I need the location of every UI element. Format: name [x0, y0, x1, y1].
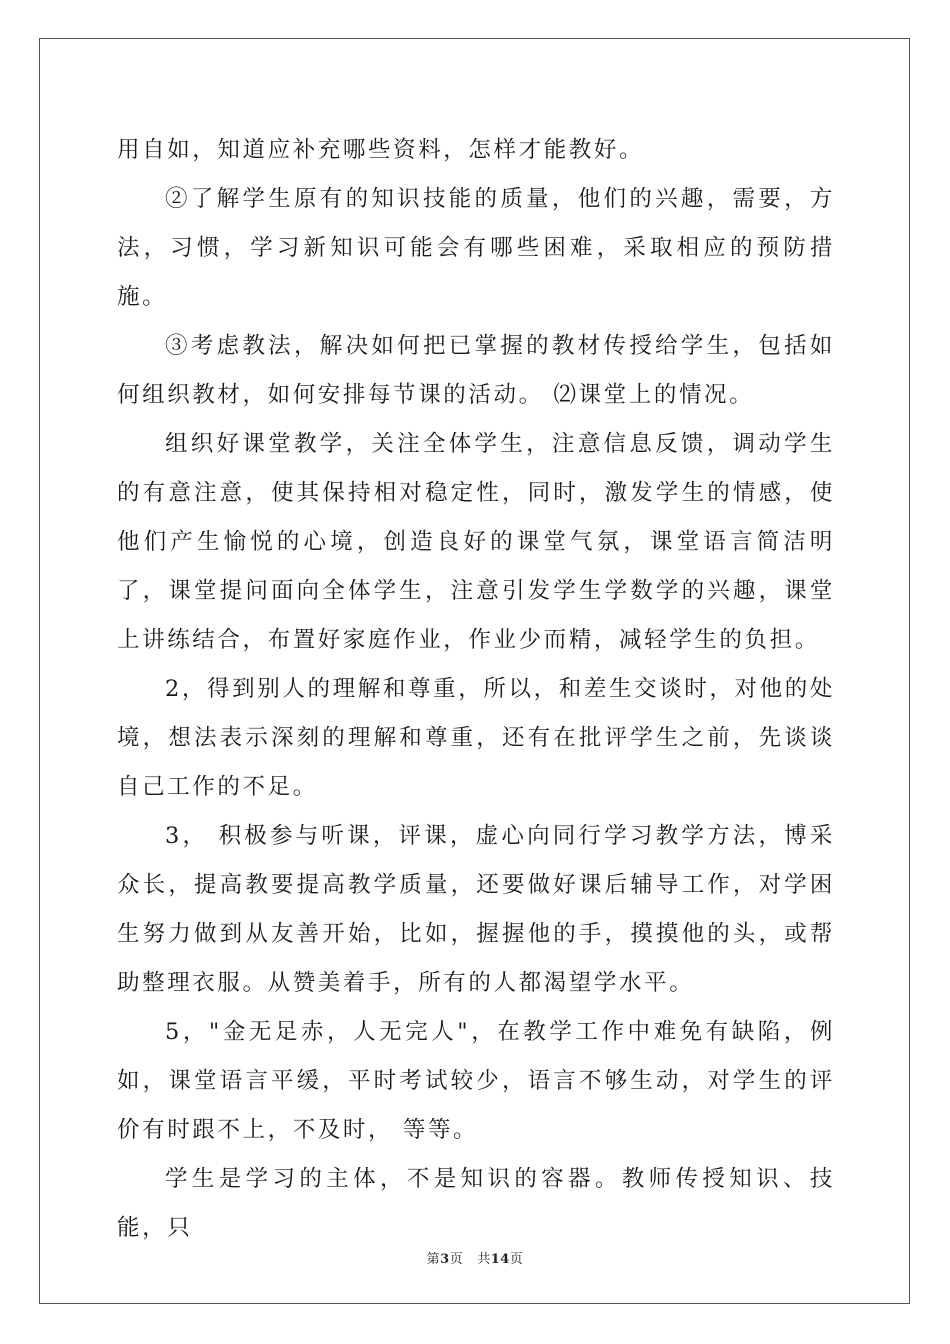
footer-page-total: 14 [490, 1252, 510, 1267]
page-footer [0, 1248, 950, 1267]
document-body [117, 126, 835, 1253]
footer-total-suffix: 页 [509, 1252, 524, 1267]
paragraph-3: ③考虑教法，解决如何把已掌握的教材传授给学生，包括如何组织教材，如何安排每节课的活动。 ⑵课堂上的情况。 [117, 333, 835, 408]
paragraph-2: ②了解学生原有的知识技能的质量，他们的兴趣，需要，方法，习惯，学习新知识可能会有哪些困难，采取相应的预防措施。 [117, 186, 835, 310]
paragraph-7: 5，"金无足赤，人无完人"，在教学工作中难免有缺陷，例如，课堂语言平缓，平时考试较少，语言不够生动，对学生的评价有时跟不上，不及时， 等等。 [117, 1019, 835, 1143]
footer-page-current: 3 [440, 1252, 450, 1267]
paragraph-1: 用自如，知道应补充哪些资料，怎样才能教好。 [117, 137, 645, 163]
footer-page-prefix: 第 [426, 1252, 441, 1267]
paragraph-6: 3， 积极参与听课，评课，虚心向同行学习教学方法，博采众长，提高教要提高教学质量，还要做好课后辅导工作，对学困生努力做到从友善开始，比如，握握他的手，摸摸他的头，或帮助整理衣服。从赞美着手，所有的人都渴望学水平。 [117, 823, 835, 996]
paragraph-5: 2，得到别人的理解和尊重，所以，和差生交谈时，对他的处境，想法表示深刻的理解和尊重，还有在批评学生之前，先谈谈自己工作的不足。 [117, 676, 835, 800]
footer-page-suffix: 页 [449, 1252, 464, 1267]
paragraph-8: 学生是学习的主体，不是知识的容器。教师传授知识、技能，只 [117, 1166, 835, 1241]
paragraph-4: 组织好课堂教学，关注全体学生，注意信息反馈，调动学生的有意注意，使其保持相对稳定性，同时，激发学生的情感，使他们产生愉悦的心境，创造良好的课堂气氛，课堂语言简洁明了，课堂提问面向全体学生，注意引发学生学数学的兴趣，课堂上讲练结合，布置好家庭作业，作业少而精，减轻学生的负担。 [117, 431, 835, 653]
footer-total-prefix: 共 [477, 1252, 491, 1267]
